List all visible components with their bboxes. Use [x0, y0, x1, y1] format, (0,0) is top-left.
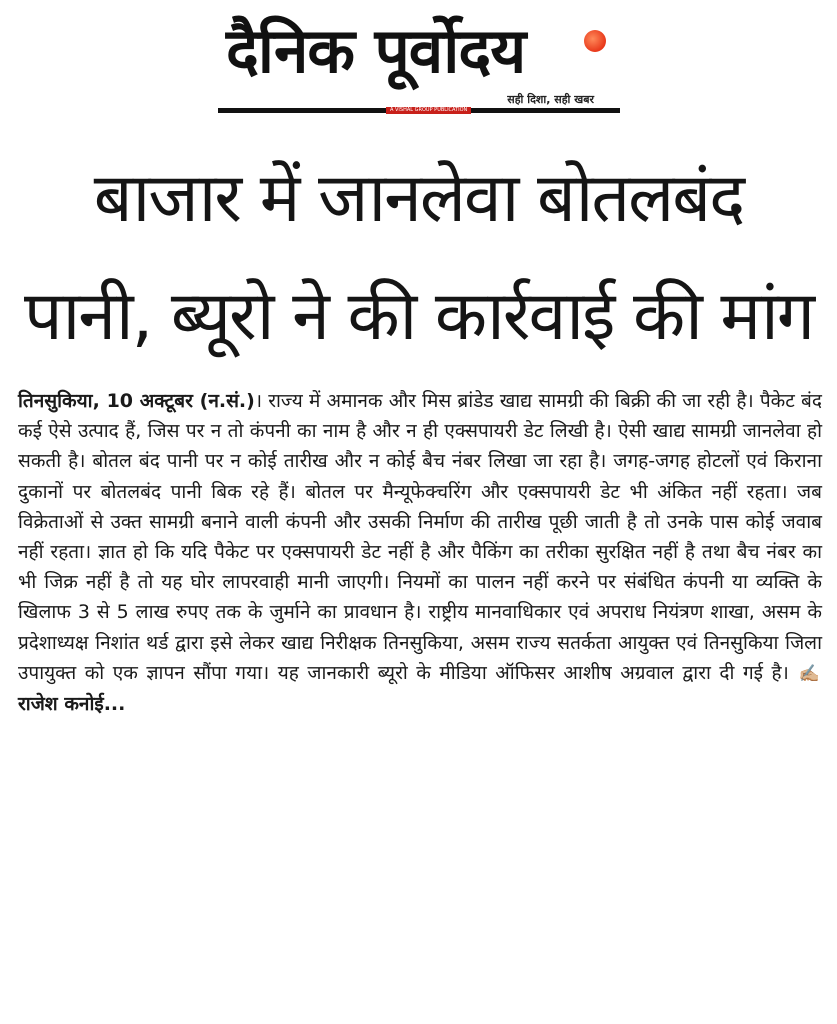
article-body — [18, 386, 822, 719]
byline: राजेश कनोई... — [18, 693, 126, 716]
article-text: । राज्य में अमानक और मिस ब्रांडेड खाद्य सामग्री की बिक्री की जा रही है। पैकेट बंद कई ऐसे उत्पाद हैं, जिस पर न तो कंपनी का नाम है और न ही एक्सपायरी डेट लिखी है। ऐसी खाद्य सामग्री जानलेवा हो सकती है। बोतल बंद पानी पर न कोई तारीख और न कोई बैच नंबर लिखा जा रहा है। जगह-जगह होटलों एवं किराना दुकानों पर बोतलबंद पानी बिक रहे हैं। बोतल पर मैन्यूफेक्चरिंग और एक्सपायरी डेट भी अंकित नहीं रहता। जब विक्रेताओं से उक्त सामग्री बनाने वाली कंपनी और उसकी निर्माण की तारीख पूछी जाती है तो उनके पास कोई जवाब नहीं रहता। ज्ञात हो कि यदि पैकेट पर एक्सपायरी डेट नहीं है और पैकिंग का तरीका सुरक्षित नहीं है तथा बैच नंबर का भी जिक्र नहीं है तो यह घोर लापरवाही मानी जाएगी। नियमों का पालन नहीं करने पर संबंधित कंपनी या व्यक्ति के खिलाफ 3 से 5 लाख रुपए तक के जुर्माने का प्रावधान है। राष्ट्रीय मानवाधिकार एवं अपराध नियंत्रण शाखा, असम के प्रदेशाध्यक्ष निशांत थर्ड द्वारा इसे लेकर खाद्य निरीक्षक तिनसुकिया, असम राज्य सतर्कता आयुक्त एवं तिनसुकिया जिला उपायुक्त को एक ज्ञापन सौंपा गया। यह जानकारी ब्यूरो के मीडिया ऑफिसर आशीष अग्रवाल द्वारा दी गई है। — [18, 390, 822, 684]
publication-strip: A VISHAL GROUP PUBLICATION — [386, 107, 471, 114]
headline-line-2: पानी, ब्यूरो ने की कार्रवाई की मांग — [24, 277, 813, 356]
headline-line-1: बाजार में जानलेवा बोतलबंद — [93, 159, 744, 238]
headline — [0, 140, 837, 376]
masthead — [218, 8, 620, 112]
writing-hand-icon: ✍🏼 — [798, 663, 820, 684]
rising-sun-icon — [584, 30, 606, 52]
dateline: तिनसुकिया, 10 अक्टूबर (न.सं.) — [18, 390, 255, 412]
newspaper-name: दैनिक पूर्वोदय — [226, 14, 526, 87]
tagline: सही दिशा, सही खबर — [507, 93, 594, 106]
